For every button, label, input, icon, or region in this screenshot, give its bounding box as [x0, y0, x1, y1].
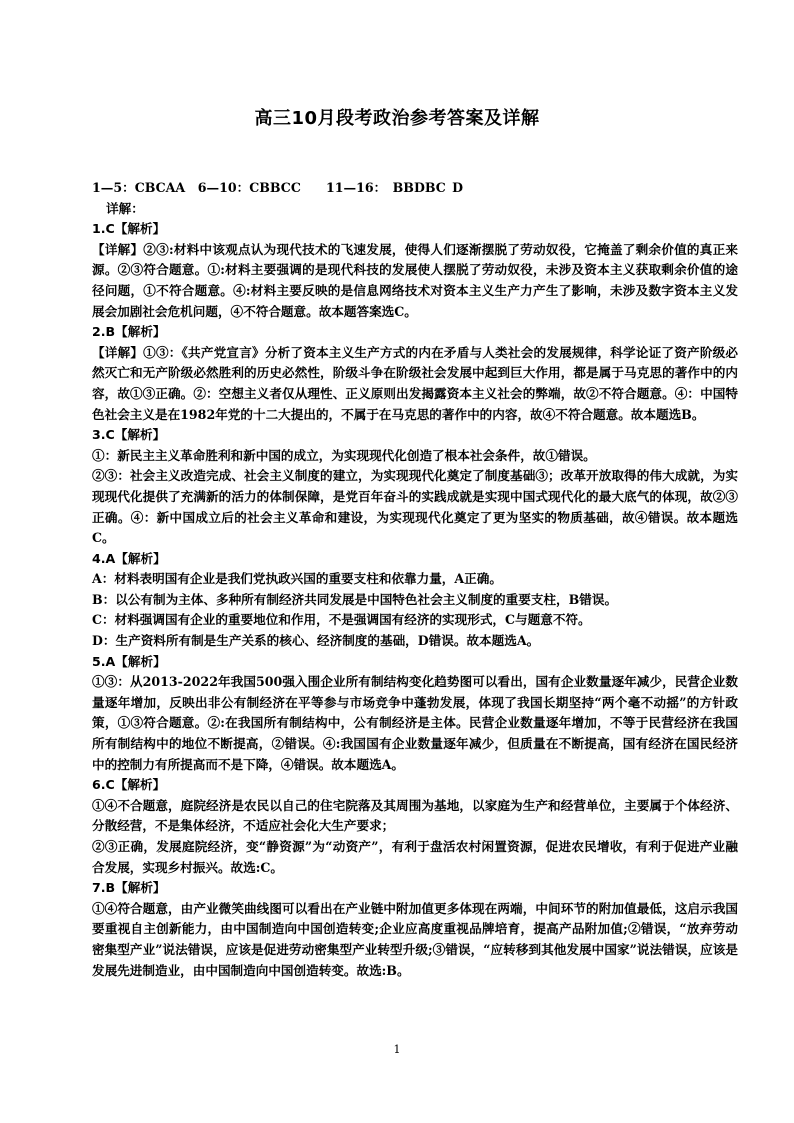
- q6-heading: 6.C【解析】: [92, 777, 166, 793]
- answer-key-line: 1—5：CBCAA 6—10：CBBCC 11—16： BBDBC D: [92, 180, 464, 195]
- q1-heading: 1.C【解析】: [92, 221, 166, 237]
- q6-explanation-2: ②③正确，发展庭院经济，变“静资源”为“动资产”，有利于盘活农村闲置资源，促进农民增收，有利于促进产业融合发展，实现乡村振兴。故选:C。: [92, 839, 738, 875]
- q6-explanation-1: ①④不合题意，庭院经济是农民以自己的住宅院落及其周围为基地，以家庭为生产和经营单位，主要属于个体经济、分散经营，不是集体经济，不适应社会化大生产要求；: [92, 797, 738, 834]
- page-number: 1: [393, 1043, 401, 1056]
- q1-explanation: 【详解】②③:材料中该观点认为现代技术的飞速发展，使得人们逐渐摆脱了劳动奴役，它掩盖了剩余价值的真正来源。②③符合题意。①:材料主要强调的是现代科技的发展使人摆脱了劳动奴役，未涉及资本主义获取剩余价值的途径问题，①不符合题意。④:材料主要反映的是信息网络技术对资本主义生产力产生了影响，未涉及数字资本主义发展会加剧社会危机问题，④不符合题意。故本题答案选C。: [92, 241, 738, 319]
- q7-explanation: ①④符合题意，由产业微笑曲线图可以看出在产业链中附加值更多体现在两端，中间环节的附加值最低，这启示我国要重视自主创新能力，由中国制造向中国创造转变;企业应高度重视品牌培育，提高产品附加值;②错误，“放弃劳动密集型产业”说法错误，应该是促进劳动密集型产业转型升级;③错误，“应转移到其他发展中国家”说法错误，应该是发展先进制造业，由中国制造向中国创造转变。故选:B。: [92, 900, 738, 978]
- page-title: 高三10月段考政治参考答案及详解: [254, 108, 540, 129]
- q3-heading: 3.C【解析】: [92, 427, 166, 443]
- q3-explanation-2: ②③：社会主义改造完成、社会主义制度的建立，为实现现代化奠定了制度基础③；改革开放取得的伟大成就，为实现现代化提供了充满新的活力的体制保障，是党百年奋斗的实践成就是实现中国式现代化的最大底气的体现，故②③正确。④：新中国成立后的社会主义革命和建设，为实现现代化奠定了更为坚实的物质基础，故④错误。故本题选C。: [92, 468, 738, 546]
- q4-heading: 4.A【解析】: [92, 550, 166, 566]
- q3-explanation-1: ①：新民主主义革命胜利和新中国的成立，为实现现代化创造了根本社会条件，故①错误。: [92, 447, 596, 463]
- q5-heading: 5.A【解析】: [92, 653, 166, 669]
- q4-option-c: C：材料强调国有企业的重要地位和作用，不是强调国有经济的实现形式，C与题意不符。: [92, 612, 591, 628]
- q5-explanation: ①③：从2013-2022年我国500强入围企业所有制结构变化趋势图可以看出，国有企业数量逐年减少，民营企业数量逐年增加，反映出非公有制经济在平等参与市场竞争中蓬勃发展，体现了我国长期坚持“两个毫不动摇”的方针政策，①③符合题意。②:在我国所有制结构中，公有制经济是主体。民营企业数量逐年增加，不等于民营经济在我国所有制结构中的地位不断提高，②错误。④:我国国有企业数量逐年减少，但质量在不断提高，国有经济在国民经济中的控制力有所提高而不是下降，④错误。故本题选A。: [92, 674, 738, 772]
- q4-option-b: B：以公有制为主体、多种所有制经济共同发展是中国特色社会主义制度的重要支柱，B错误。: [92, 591, 618, 607]
- q4-option-a: A：材料表明国有企业是我们党执政兴国的重要支柱和依靠力量，A正确。: [92, 571, 502, 587]
- detail-label: 详解：: [106, 200, 144, 216]
- q2-heading: 2.B【解析】: [92, 324, 166, 340]
- document-body: [92, 178, 738, 981]
- q2-explanation: 【详解】①③：《共产党宣言》分析了资本主义生产方式的内在矛盾与人类社会的发展规律，科学论证了资产阶级必然灭亡和无产阶级必然胜利的历史必然性，阶级斗争在阶级社会发展中起到巨大作用，都是属于马克思的著作中的内容，故①③正确。②：空想主义者仅从理性、正义原则出发揭露资本主义社会的弊端，故②不符合题意。④：中国特色社会主义是在1982年党的十二大提出的，不属于在马克思的著作中的内容，故④不符合题意。故本题选B。: [92, 344, 738, 422]
- q7-heading: 7.B【解析】: [92, 880, 166, 896]
- q4-option-d: D：生产资料所有制是生产关系的核心、经济制度的基础，D错误。故本题选A。: [92, 633, 540, 649]
